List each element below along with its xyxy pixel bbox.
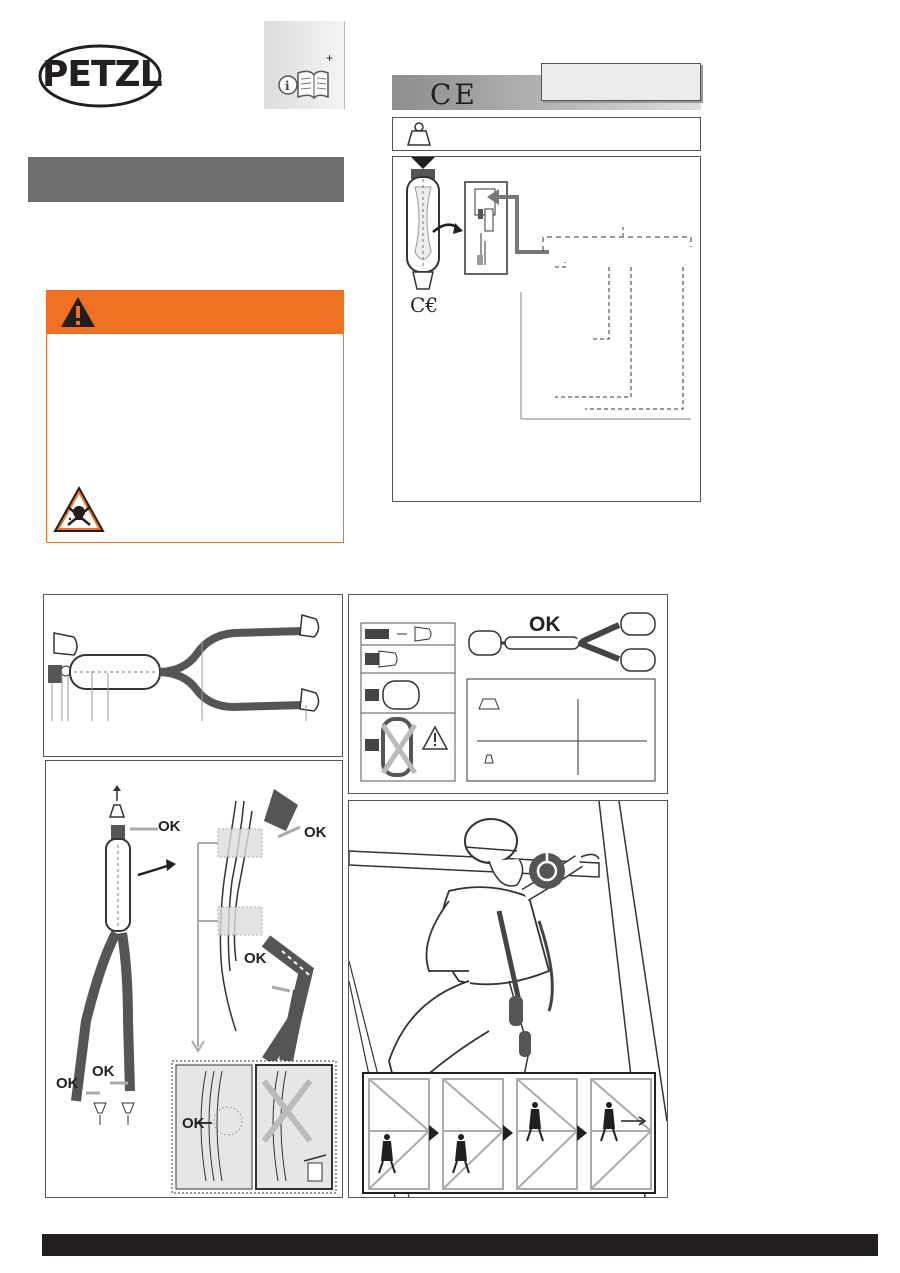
figure-inspection xyxy=(45,760,343,1198)
worker-illustration xyxy=(349,801,667,1197)
svg-text:i: i xyxy=(285,79,290,93)
figure-nomenclature xyxy=(43,594,343,757)
info-manual-box xyxy=(264,21,345,109)
lanyard-nomenclature-diagram xyxy=(44,595,342,756)
ok-stitching: OK xyxy=(304,824,327,841)
anchor-icon xyxy=(403,121,435,147)
ok-sewn: OK xyxy=(182,1115,205,1132)
figure-connectors xyxy=(348,594,668,794)
brand-name: PETZL xyxy=(42,54,162,95)
petzl-logo xyxy=(38,42,168,110)
warning-triangle-icon xyxy=(59,295,97,329)
footer-bar xyxy=(42,1234,878,1256)
ce-mark-small: C€ xyxy=(410,293,439,317)
ce-mark: CE xyxy=(430,78,478,111)
skull-crossbones-icon xyxy=(53,485,105,535)
anchor-row xyxy=(392,117,701,151)
figure-usage xyxy=(348,800,668,1198)
warning-box xyxy=(46,290,344,543)
ok-connector: OK xyxy=(158,818,181,835)
ok-strap: OK xyxy=(244,950,267,967)
product-marking-panel xyxy=(392,156,701,502)
product-title-bar xyxy=(28,157,344,202)
ok-left-end: OK xyxy=(56,1075,79,1092)
plus-mark: + xyxy=(326,51,334,65)
reference-box xyxy=(541,63,701,101)
info-manual-icon xyxy=(278,63,330,103)
marking-diagram xyxy=(393,157,700,501)
ok-label-main: OK xyxy=(529,613,561,636)
connector-diagram xyxy=(349,595,667,793)
ok-right-end: OK xyxy=(92,1063,115,1080)
